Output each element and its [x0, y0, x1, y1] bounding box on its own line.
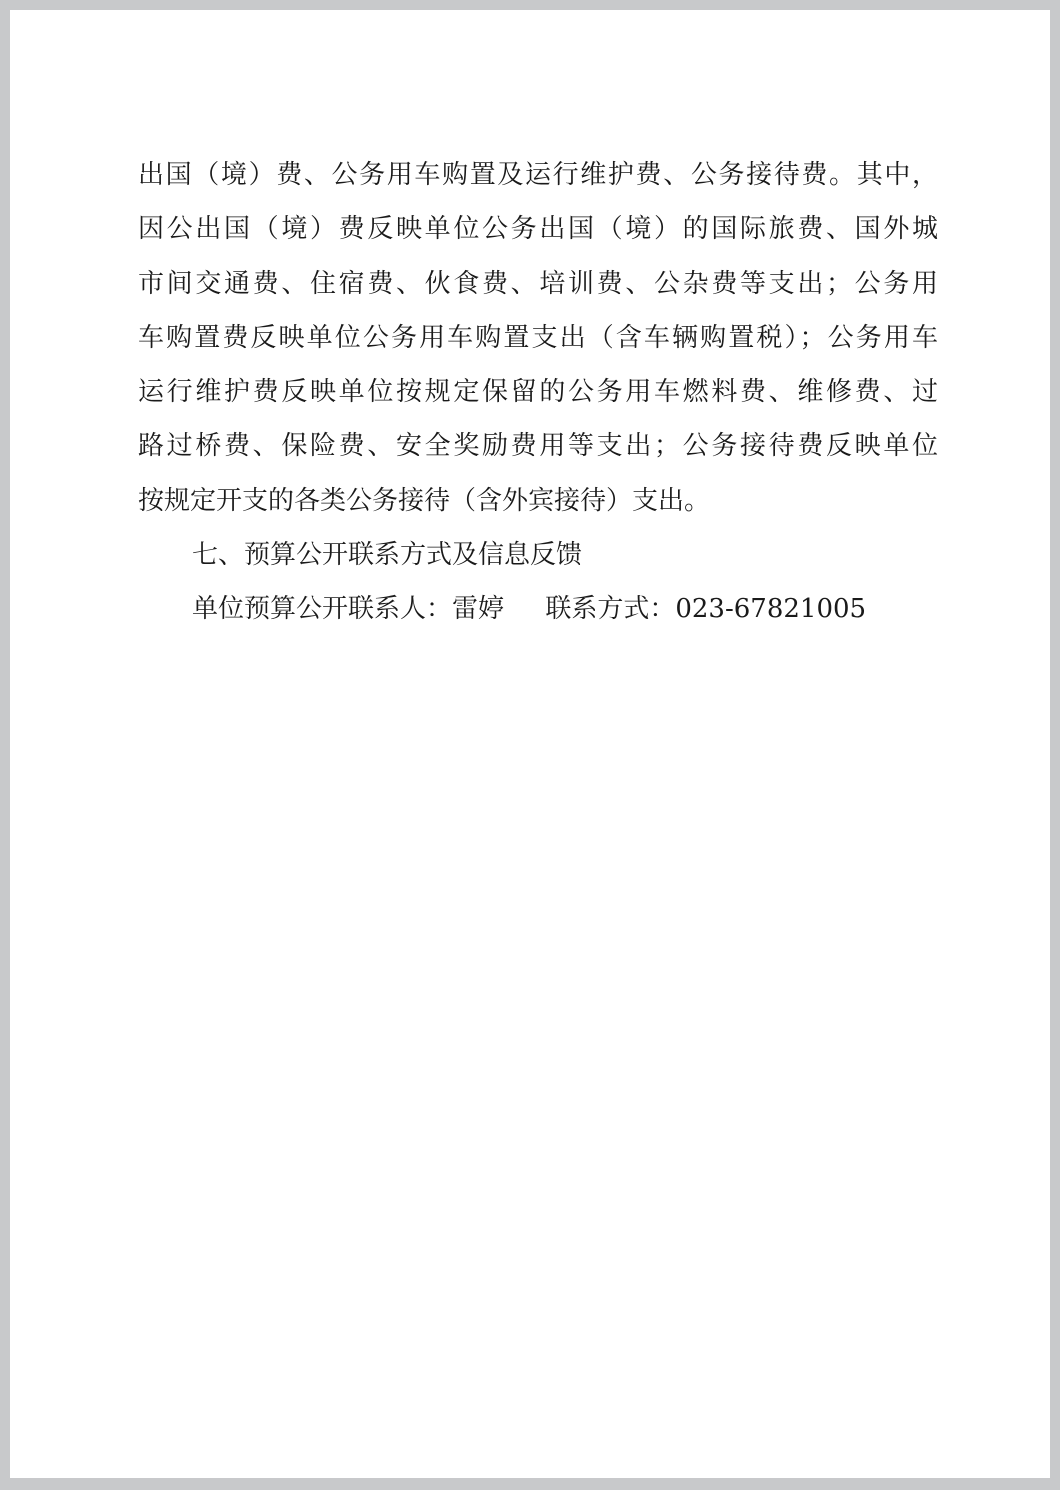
contact-line: 单位预算公开联系人：雷婷 联系方式：023-67821005 — [192, 594, 867, 625]
document-body — [138, 148, 938, 637]
paragraph-line: 因公出国（境）费反映单位公务出国（境）的国际旅费、国外城 — [138, 214, 938, 245]
paragraph-line: 市间交通费、住宿费、伙食费、培训费、公杂费等支出；公务用 — [138, 268, 938, 299]
section-heading: 七、预算公开联系方式及信息反馈 — [192, 540, 583, 571]
paragraph-line: 按规定开支的各类公务接待（含外宾接待）支出。 — [138, 485, 711, 516]
paragraph-line: 路过桥费、保险费、安全奖励费用等支出；公务接待费反映单位 — [138, 431, 938, 462]
document-page — [10, 10, 1050, 1478]
paragraph-line: 车购置费反映单位公务用车购置支出（含车辆购置税）；公务用车 — [138, 322, 938, 353]
paragraph-line: 运行维护费反映单位按规定保留的公务用车燃料费、维修费、过 — [138, 377, 938, 408]
paragraph-line: 出国（境）费、公务用车购置及运行维护费、公务接待费。其中， — [138, 160, 938, 190]
